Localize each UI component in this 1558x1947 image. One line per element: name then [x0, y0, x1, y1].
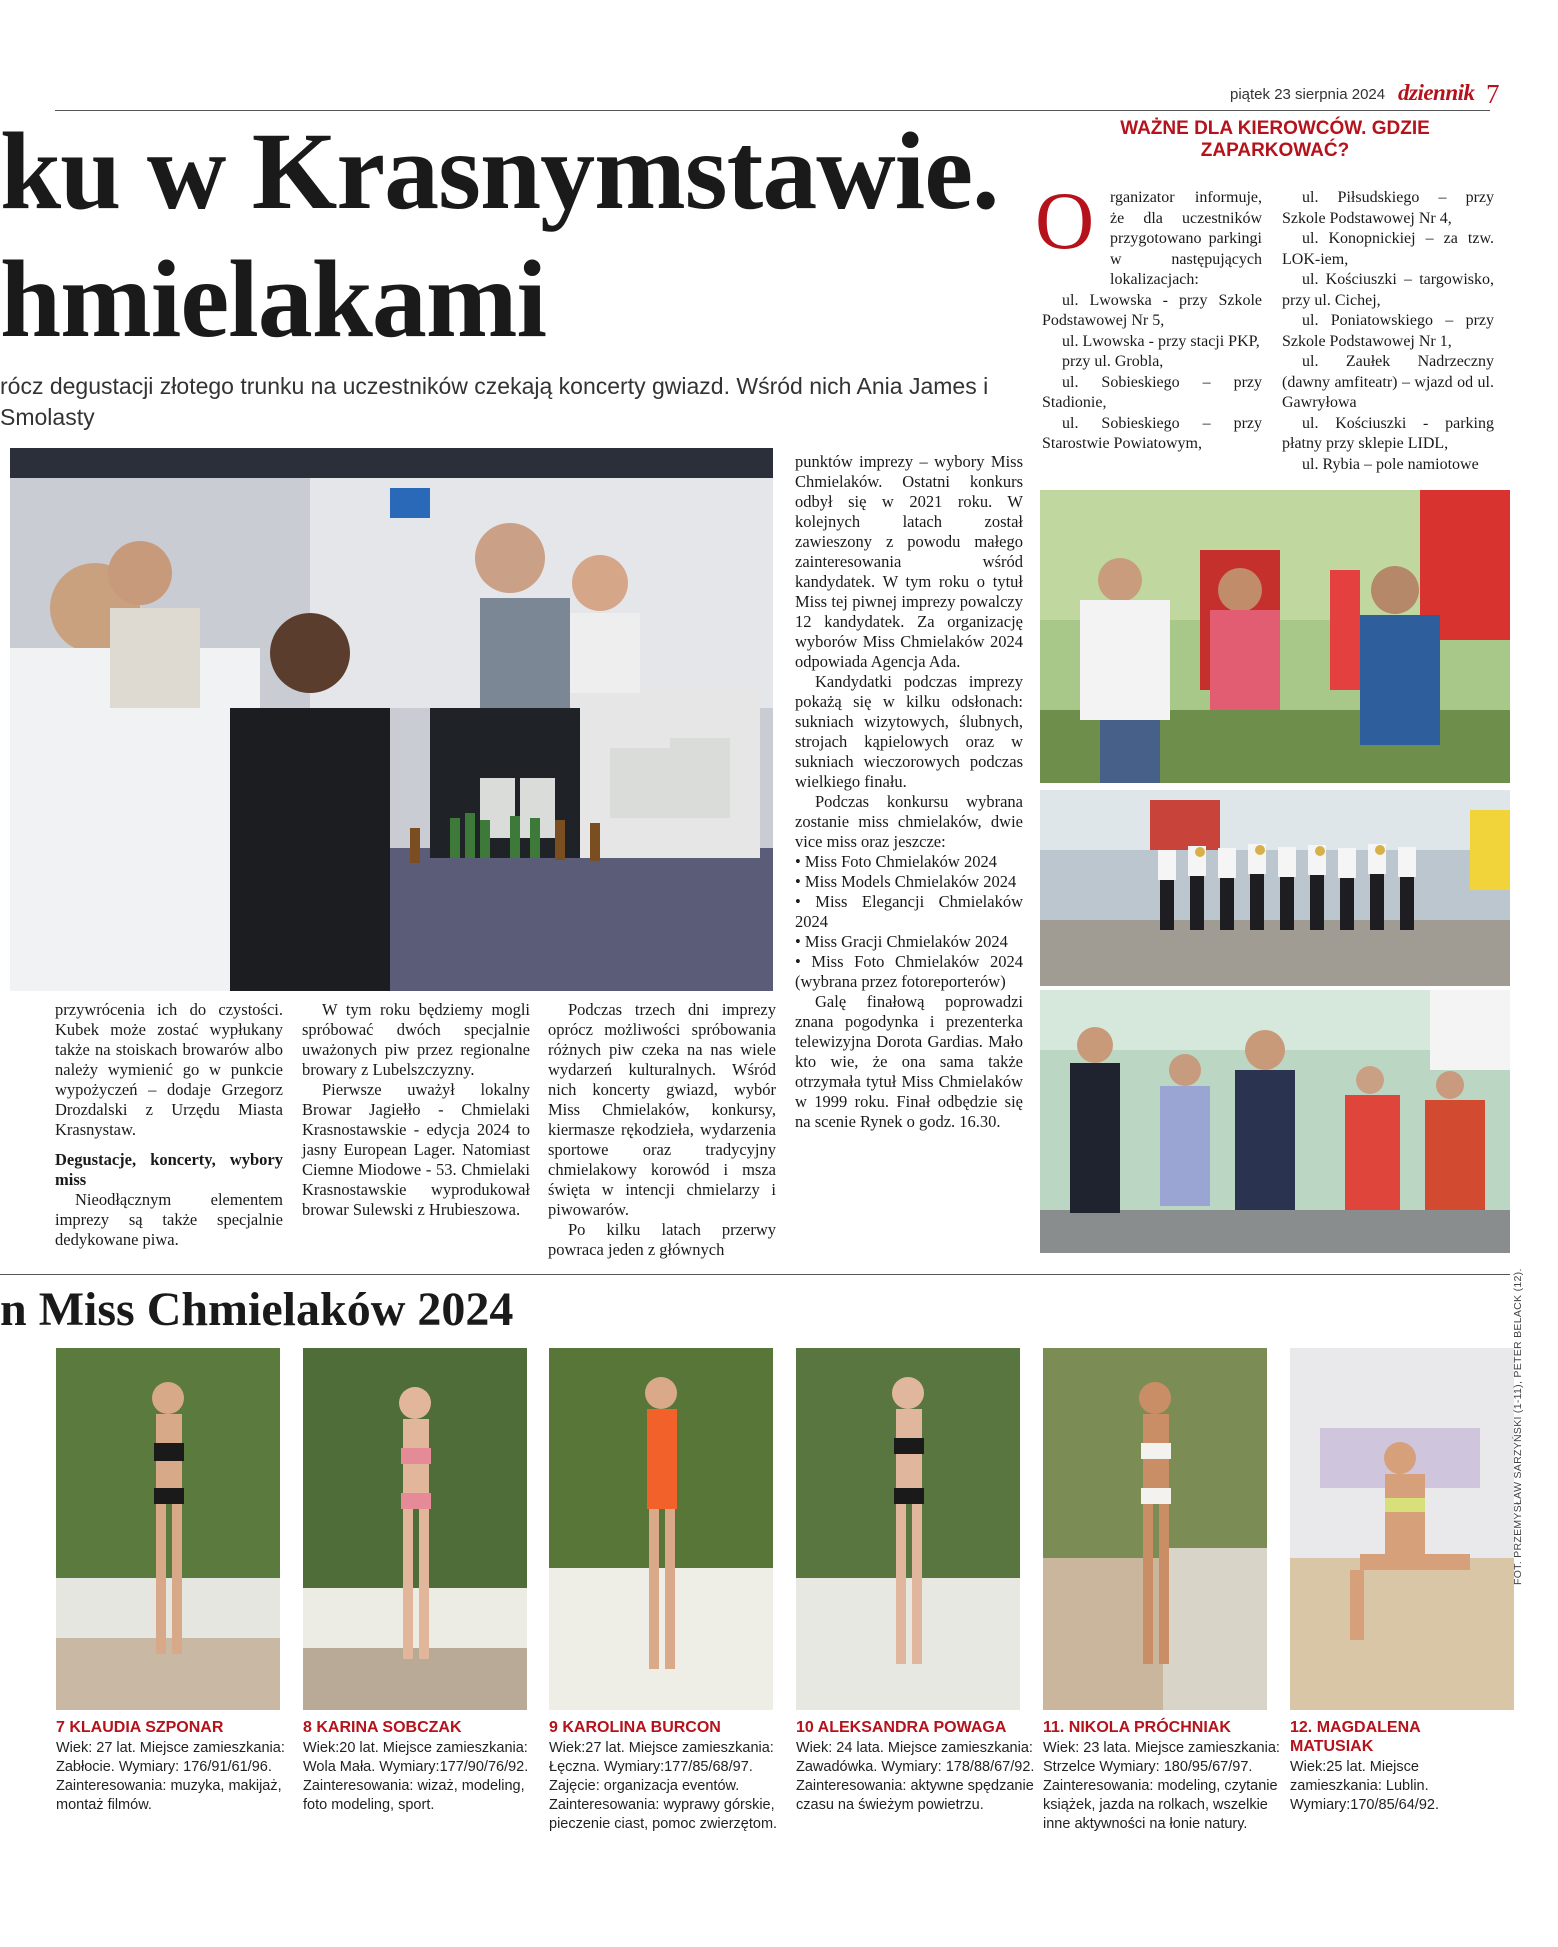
beer-stand-photo: [10, 448, 773, 991]
contestant-10-image: [796, 1348, 1020, 1710]
list-item: ul. Poniatowskiego – przy Szkole Podstawowej Nr 1,: [1282, 312, 1494, 350]
contestant-10-name: 10 ALEKSANDRA POWAGA: [796, 1719, 1007, 1736]
list-item: ul. Kościuszki - parking płatny przy sklepie LIDL,: [1282, 414, 1494, 452]
beer-stand-image: [10, 448, 773, 991]
parade-image: [1040, 790, 1510, 986]
sidebar-title: WAŻNE DLA KIEROWCÓW. GDZIE ZAPARKOWAĆ?: [1120, 118, 1430, 161]
list-item: • Miss Gracji Chmielaków 2024: [795, 932, 1008, 951]
miss-titles-list: [795, 852, 1023, 992]
list-item: ul. Konopnickiej – za tzw. LOK-iem,: [1282, 230, 1494, 268]
festival-stand-photo: [1040, 490, 1510, 783]
contestant-8-photo: [303, 1348, 527, 1710]
article-column-3: [548, 1000, 776, 1260]
article-column-4: [795, 452, 1023, 1132]
column-3-paragraph-2: Po kilku latach przerwy powraca jeden z głównych: [548, 1220, 776, 1259]
contestant-12-info: Wiek:25 lat. Miejsce zamieszkania: Lublin. Wymiary:170/85/64/92.: [1290, 1759, 1439, 1813]
list-item: • Miss Foto Chmielaków 2024: [795, 852, 997, 871]
list-item: ul. Piłsudskiego – przy Szkole Podstawowej Nr 4,: [1282, 189, 1494, 227]
list-item: • Miss Foto Chmielaków 2024 (wybrana przez fotoreporterów): [795, 952, 1023, 991]
drop-cap: O: [1035, 175, 1095, 266]
list-item: przy ul. Grobla,: [1062, 353, 1164, 370]
contestant-8-info: Wiek:20 lat. Miejsce zamieszkania: Wola Mała. Wymiary:177/90/76/92. Zainteresowania: wizaż, modeling, foto modeling, sport.: [303, 1740, 529, 1813]
article-column-1: [55, 1000, 283, 1250]
column-3-paragraph-1: Podczas trzech dni imprezy oprócz możliwości spróbowania różnych piw czeka na nas wiele wydarzeń kulturalnych. Wśród nich koncerty gwiazd, wybór Miss Chmielaków, konkursy, kiermasze rękodzieła, wydarzenia sportowe oraz tradycyjny chmielakowy korowód i msza święta w intencji chmielarzy i piwowarów.: [548, 1000, 776, 1219]
sidebar-intro: rganizator informuje, że dla uczestników przygotowano parkingi w następujących lokalizacjach:: [1110, 189, 1262, 288]
list-item: • Miss Models Chmielaków 2024: [795, 872, 1017, 891]
column-2-paragraph-2: Pierwsze uważył lokalny Browar Jagiełło - Chmielaki Krasnostawskie - edycja 2024 to jasny European Lager. Natomiast Ciemne Miodowe - 53. Chmielaki Krasnostawskie wyprodukował browar Sulewski z Hrubieszowa.: [302, 1080, 530, 1219]
list-item: ul. Lwowska - przy Szkole Podstawowej Nr 5,: [1042, 291, 1262, 329]
lead-paragraph: rócz degustacji złotego trunku na uczestników czekają koncerty gwiazd. Wśród nich Ania James i Smolasty: [0, 373, 989, 430]
contestant-10-info: Wiek: 24 lata. Miejsce zamieszkania: Zawadówka. Wymiary: 178/88/67/92. Zainteresowania: aktywne spędzanie czasu na świeżym powietrzu.: [796, 1740, 1035, 1813]
contestant-7-info: Wiek: 27 lat. Miejsce zamieszkania: Zabłocie. Wymiary: 176/91/61/96. Zainteresowania: muzyka, makijaż, montaż filmów.: [56, 1740, 285, 1813]
list-item: ul. Sobieskiego – przy Starostwie Powiatowym,: [1042, 414, 1262, 452]
parade-photo: [1040, 790, 1510, 986]
issue-date: piątek 23 sierpnia 2024: [1230, 86, 1386, 103]
contestant-12-photo: [1290, 1348, 1514, 1710]
contestant-8-image: [303, 1348, 527, 1710]
column-1-paragraph-1: przywrócenia ich do czystości. Kubek może zostać wypłukany także na stoiskach browarów albo należy wymienić go w punkcie wypożyczeń – dodaje Grzegorz Drozdalski z Urzędu Miasta Krasnystaw.: [55, 1000, 283, 1139]
festival-stand-image: [1040, 490, 1510, 783]
contestant-11-photo: [1043, 1348, 1267, 1710]
contestant-9-info: Wiek:27 lat. Miejsce zamieszkania: Łęczna. Wymiary:177/85/68/97. Zajęcie: organizacja eventów. Zainteresowania: wyprawy górskie, pieczenie ciast, pomoc zwierzętom.: [549, 1740, 778, 1832]
column-4-paragraph-4: Galę finałową poprowadzi znana pogodynka i prezenterka telewizyjna Dorota Gardias. Mało kto wie, że ona sama także otrzymała tytuł Miss Chmielaków w 1999 roku. Finał odbędzie się na scenie Rynek o godz. 16.30.: [795, 992, 1023, 1131]
column-4-paragraph-1: punktów imprezy – wybory Miss Chmielaków. Ostatni konkurs odbył się w 2021 roku. W kolejnych latach został zawieszony z powodu małego zainteresowania wśród kandydatek. W tym roku o tytuł Miss tej piwnej imprezy powalczy 12 kandydatek. Za organizację wyborów Miss Chmielaków 2024 odpowiada Agencja Ada.: [795, 452, 1023, 671]
headline-line-2: hmielakami: [0, 238, 547, 360]
list-item: ul. Rybia – pole namiotowe: [1302, 455, 1479, 473]
contestant-9-photo: [549, 1348, 773, 1710]
newspaper-logo: dziennik: [1398, 80, 1475, 105]
contestant-11-info: Wiek: 23 lata. Miejsce zamieszkania: Strzelce Wymiary: 180/95/67/97. Zainteresowania: modeling, czytanie książek, jazda na rolkach, wszelkie inne aktywności na łonie natury.: [1043, 1740, 1280, 1832]
list-item: ul. Lwowska - przy stacji PKP,: [1062, 332, 1260, 350]
contestant-7-photo: [56, 1348, 280, 1710]
contestant-10-photo: [796, 1348, 1020, 1710]
headline-line-1: ku w Krasnymstawie.: [0, 110, 999, 232]
contestant-9-name: 9 KAROLINA BURCON: [549, 1719, 721, 1736]
contestant-7-name: 7 KLAUDIA SZPONAR: [56, 1719, 224, 1736]
contestant-11-image: [1043, 1348, 1267, 1710]
contestants-section-title: n Miss Chmielaków 2024: [0, 1283, 514, 1336]
contestant-7-image: [56, 1348, 280, 1710]
list-item: • Miss Elegancji Chmielaków 2024: [795, 892, 1023, 931]
contestant-12-name: 12. MAGDALENA MATUSIAK: [1290, 1719, 1421, 1755]
photo-credit: FOT. PRZEMYSŁAW SARZYŃSKI (1-11), PETER BELACK (12).: [1512, 1268, 1524, 1585]
column-4-paragraph-3: Podczas konkursu wybrana zostanie miss chmielaków, dwie vice miss oraz jeszcze:: [795, 792, 1023, 851]
list-item: ul. Kościuszki – targowisko, przy ul. Cichej,: [1282, 271, 1494, 309]
column-4-paragraph-2: Kandydatki podczas imprezy pokażą się w kilku odsłonach: sukniach wizytowych, ślubnych, strojach kąpielowych oraz w sukniach wieczorowych podczas wielkiego finału.: [795, 672, 1023, 791]
sidebar-column-2: [1282, 188, 1494, 475]
contestant-9-image: [549, 1348, 773, 1710]
list-item: ul. Sobieskiego – przy Stadionie,: [1042, 373, 1262, 411]
section-rule: [0, 1274, 1510, 1275]
sidebar-column-1: [1042, 188, 1262, 455]
column-1-paragraph-2: Nieodłącznym elementem imprezy są także specjalnie dedykowane piwa.: [55, 1190, 283, 1249]
contestant-12-image: [1290, 1348, 1514, 1710]
list-item: ul. Zaułek Nadrzeczny (dawny amfiteatr) – wjazd od ul. Gawryłowa: [1282, 353, 1494, 411]
page-number: 7: [1486, 79, 1500, 109]
stage-image: [1040, 990, 1510, 1253]
contestant-11-name: 11. NIKOLA PRÓCHNIAK: [1043, 1719, 1231, 1736]
column-2-paragraph-1: W tym roku będziemy mogli spróbować dwóch specjalnie uważonych piw przez regionalne browary z Lubelszczyzny.: [302, 1000, 530, 1079]
stage-photo: [1040, 990, 1510, 1253]
article-column-2: [302, 1000, 530, 1220]
subheading-tastings: Degustacje, koncerty, wybory miss: [55, 1150, 283, 1189]
contestant-8-name: 8 KARINA SOBCZAK: [303, 1719, 462, 1736]
